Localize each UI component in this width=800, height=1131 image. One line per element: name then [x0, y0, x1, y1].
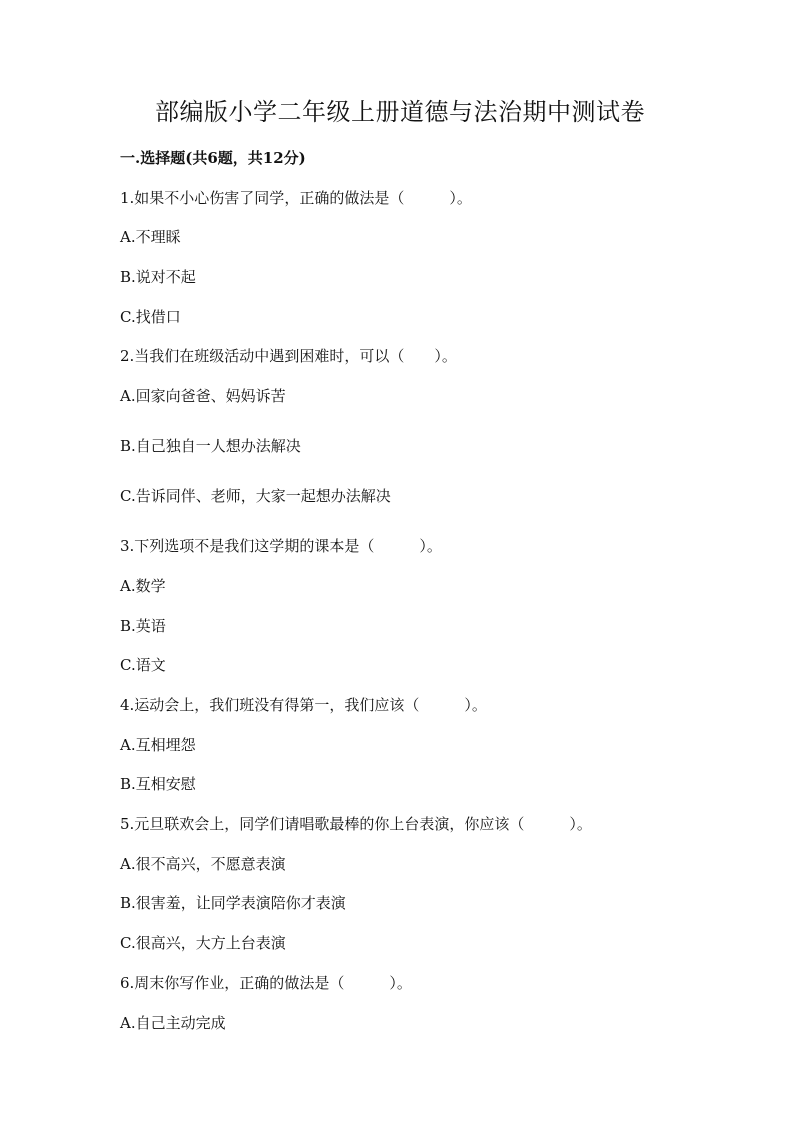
- question-3-option-b: B.英语: [120, 617, 166, 635]
- question-6-option-a: A.自己主动完成: [120, 1014, 226, 1032]
- question-3-option-c: C.语文: [120, 656, 166, 674]
- question-3-stem: 3.下列选项不是我们这学期的课本是（ ）。: [120, 537, 442, 555]
- question-6-stem: 6.周末你写作业，正确的做法是（ ）。: [120, 974, 412, 992]
- question-1-stem: 1.如果不小心伤害了同学，正确的做法是（ ）。: [120, 189, 472, 207]
- question-2-option-b: B.自己独自一人想办法解决: [120, 437, 301, 455]
- question-1-option-b: B.说对不起: [120, 268, 196, 286]
- question-4-option-a: A.互相埋怨: [120, 736, 196, 754]
- question-5-option-b: B.很害羞，让同学表演陪你才表演: [120, 894, 346, 912]
- question-2-stem: 2.当我们在班级活动中遇到困难时，可以（ ）。: [120, 347, 457, 365]
- section-heading: 一.选择题(共6题，共12分): [120, 149, 306, 167]
- question-1-option-c: C.找借口: [120, 308, 181, 326]
- question-4-stem: 4.运动会上，我们班没有得第一，我们应该（ ）。: [120, 696, 487, 714]
- page-title: 部编版小学二年级上册道德与法治期中测试卷: [155, 98, 645, 126]
- question-5-option-c: C.很高兴，大方上台表演: [120, 934, 286, 952]
- question-4-option-b: B.互相安慰: [120, 775, 196, 793]
- question-2-option-c: C.告诉同伴、老师，大家一起想办法解决: [120, 487, 391, 505]
- question-5-option-a: A.很不高兴，不愿意表演: [120, 855, 286, 873]
- question-1-option-a: A.不理睬: [120, 228, 181, 246]
- question-3-option-a: A.数学: [120, 577, 166, 595]
- question-5-stem: 5.元旦联欢会上，同学们请唱歌最棒的你上台表演，你应该（ ）。: [120, 815, 592, 833]
- question-2-option-a: A.回家向爸爸、妈妈诉苦: [120, 387, 286, 405]
